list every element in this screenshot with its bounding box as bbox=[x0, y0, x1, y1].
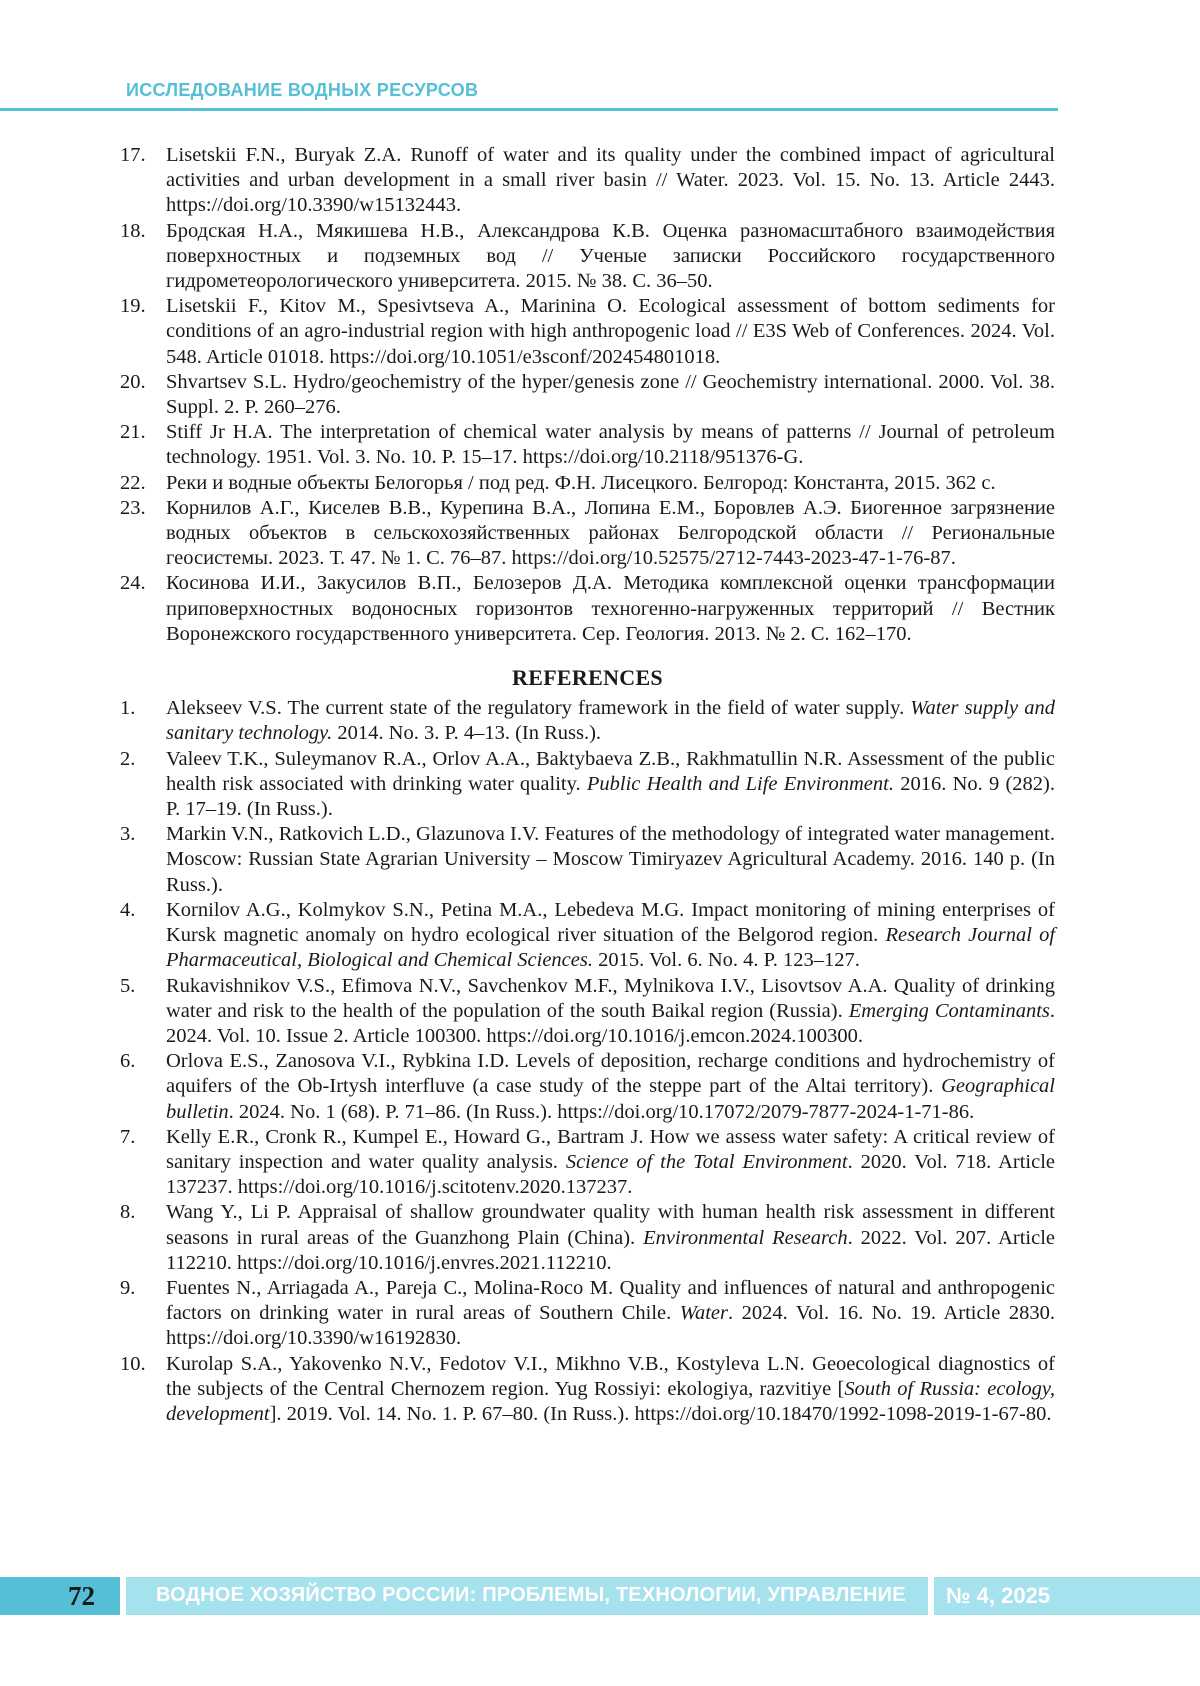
reference-number: 1. bbox=[120, 697, 136, 720]
header-rule bbox=[0, 108, 1058, 111]
reference-item bbox=[120, 696, 1055, 746]
reference-tail: . 2020. Vol. 718. Article 137237. https://doi.org/10.1016/j.scitotenv.2020.137237. bbox=[166, 1150, 1055, 1199]
reference-text: Косинова И.И., Закусилов В.П., Белозеров Д.А. Методика комплексной оценки трансформации приповерхностных водоносных горизонтов техногенно-нагруженных территорий // Вестник Воронежского государственного университета. Сер. Геология. 2013. № 2. С. 162–170. bbox=[166, 572, 1055, 645]
reference-text: Kornilov A.G., Kolmykov S.N., Petina M.A., Lebedeva M.G. Impact monitoring of mining enterprises of Kursk magnetic anomaly on hydro ecological river situation of the Belgorod region. bbox=[166, 898, 1055, 947]
running-title: ИССЛЕДОВАНИЕ ВОДНЫХ РЕСУРСОВ bbox=[126, 80, 479, 100]
reference-text: Wang Y., Li P. Appraisal of shallow groundwater quality with human health risk assessment in different seasons in rural areas of the Guanzhong Plain (China). bbox=[166, 1201, 1055, 1249]
reference-number: 6. bbox=[120, 1050, 136, 1073]
reference-item bbox=[120, 370, 1055, 420]
reference-item bbox=[120, 420, 1055, 470]
reference-item bbox=[120, 471, 1055, 496]
reference-item bbox=[120, 1125, 1055, 1201]
reference-number: 4. bbox=[120, 898, 136, 921]
reference-text: Markin V.N., Ratkovich L.D., Glazunova I.V. Features of the methodology of integrated water management. Moscow: Russian State Agrarian University – Moscow Timiryazev Agricultural Academy. 2016. 140 p. (In Russ.). bbox=[166, 823, 1055, 896]
reference-tail: . 2024. Vol. 16. No. 19. Article 2830. https://doi.org/10.3390/w16192830. bbox=[166, 1302, 1055, 1350]
reference-number: 21. bbox=[120, 421, 146, 444]
reference-journal: South of Russia: ecology, development bbox=[166, 1377, 1055, 1425]
reference-number: 17. bbox=[120, 144, 146, 166]
reference-number: 5. bbox=[120, 974, 136, 997]
english-reference-list bbox=[120, 696, 1055, 1427]
reference-item bbox=[120, 1200, 1055, 1276]
page-number: 72 bbox=[68, 1581, 95, 1611]
reference-number: 3. bbox=[120, 823, 136, 846]
reference-text: Реки и водные объекты Белогорья / под ред. Ф.Н. Лисецкого. Белгород: Константа, 2015. 362 с. bbox=[166, 471, 996, 494]
reference-text: Alekseev V.S. The current state of the regulatory framework in the field of water supply. bbox=[166, 697, 911, 720]
reference-item bbox=[120, 974, 1055, 1050]
reference-journal: Public Health and Life Environment. bbox=[586, 772, 894, 795]
reference-text: Orlova E.S., Zanosova V.I., Rybkina I.D. Levels of deposition, recharge conditions and hydrochemistry of aquifers of the Ob-Irtysh interfluve (a case study of the steppe part of the Altai territory). bbox=[166, 1050, 1055, 1098]
issue-label: № 4, 2025 bbox=[946, 1583, 1051, 1608]
reference-tail: 2015. Vol. 6. No. 4. P. 123–127. bbox=[592, 949, 860, 972]
reference-number: 20. bbox=[120, 370, 146, 393]
reference-item bbox=[120, 143, 1055, 219]
reference-tail: 2014. No. 3. P. 4–13. (In Russ.). bbox=[332, 722, 602, 745]
reference-item bbox=[120, 898, 1055, 974]
reference-item bbox=[120, 294, 1055, 370]
reference-journal: Science of the Total Environment bbox=[565, 1150, 848, 1173]
reference-number: 23. bbox=[120, 496, 146, 519]
reference-number: 10. bbox=[120, 1352, 146, 1375]
reference-number: 19. bbox=[120, 295, 146, 318]
reference-tail: 2016. No. 9 (282). P. 17–19. (In Russ.). bbox=[166, 772, 1055, 821]
references-heading: REFERENCES bbox=[512, 665, 663, 691]
reference-journal: Environmental Research bbox=[643, 1226, 848, 1249]
reference-journal: Water supply and sanitary technology. bbox=[166, 697, 1055, 745]
reference-item bbox=[120, 1352, 1055, 1428]
reference-text: Kelly E.R., Cronk R., Kumpel E., Howard G., Bartram J. How we assess water safety: A critical review of sanitary inspection and water quality analysis. bbox=[166, 1125, 1055, 1173]
reference-item bbox=[120, 822, 1055, 898]
reference-tail: . 2022. Vol. 207. Article 112210. https://doi.org/10.1016/j.envres.2021.112210. bbox=[166, 1226, 1056, 1274]
page-footer bbox=[0, 1577, 1200, 1615]
reference-item bbox=[120, 571, 1055, 647]
reference-text: Lisetskii F.N., Buryak Z.A. Runoff of water and its quality under the combined impact of agricultural activities and urban development in a small river basin // Water. 2023. Vol. 15. No. 13. Article 2443. https://doi.org/10.3390/w15132443. bbox=[166, 144, 1055, 217]
reference-number: 22. bbox=[120, 471, 146, 494]
reference-text: Корнилов А.Г., Киселев В.В., Курепина В.А., Лопина Е.М., Боровлев А.Э. Биогенное загрязнение водных объектов в сельскохозяйственных районах Белгородской области // Региональные геосистемы. 2023. Т. 47. № 1. С. 76–87. https://doi.org/10.52575/2712-7443-2023-47-1-76-87. bbox=[166, 496, 1055, 570]
page-content bbox=[120, 143, 1055, 1427]
reference-journal: Emerging Contaminants bbox=[848, 999, 1050, 1022]
reference-text: Valeev T.K., Suleymanov R.A., Orlov A.A., Baktybaeva Z.B., Rakhmatullin N.R. Assessment of the public health risk associated with drinking water quality. bbox=[166, 747, 1055, 795]
reference-item bbox=[120, 1276, 1055, 1352]
reference-text: Stiff Jr H.A. The interpretation of chemical water analysis by means of patterns // Journal of petroleum technology. 1951. Vol. 3. No. 10. P. 15–17. https://doi.org/10.2118/951376-G. bbox=[166, 421, 1055, 469]
reference-number: 7. bbox=[120, 1125, 136, 1148]
reference-number: 9. bbox=[120, 1276, 136, 1299]
reference-number: 8. bbox=[120, 1201, 136, 1224]
russian-reference-list bbox=[120, 143, 1055, 647]
reference-item bbox=[120, 747, 1055, 823]
reference-journal: Research Journal of Pharmaceutical, Biological and Chemical Sciences. bbox=[166, 924, 1056, 972]
reference-journal: Water bbox=[679, 1302, 728, 1325]
reference-text: Kurolap S.A., Yakovenko N.V., Fedotov V.I., Mikhno V.B., Kostyleva L.N. Geoecological diagnostics of the subjects of the Central Chernozem region. Yug Rossiyi: ekologiya, razvitiye [ bbox=[166, 1352, 1055, 1400]
reference-number: 18. bbox=[120, 219, 146, 242]
reference-item bbox=[120, 496, 1055, 572]
reference-text: Shvartsev S.L. Hydro/geochemistry of the hyper/genesis zone // Geochemistry international. 2000. Vol. 38. Suppl. 2. P. 260–276. bbox=[166, 370, 1055, 419]
reference-text: Fuentes N., Arriagada A., Pareja C., Molina-Roco M. Quality and influences of natural and anthropogenic factors on drinking water in rural areas of Southern Chile. bbox=[166, 1276, 1055, 1325]
reference-text: Lisetskii F., Kitov M., Spesivtseva A., Marinina O. Ecological assessment of bottom sediments for conditions of an agro-industrial region with high anthropogenic load // E3S Web of Conferences. 2024. Vol. 548. Article 01018. https://doi.org/10.1051/e3sconf/202454801018. bbox=[166, 295, 1055, 368]
reference-journal: Geographical bulletin bbox=[166, 1075, 1055, 1123]
reference-tail: . 2024. No. 1 (68). P. 71–86. (In Russ.). https://doi.org/10.17072/2079-7877-2024-1-71-86. bbox=[228, 1100, 975, 1123]
reference-text: Rukavishnikov V.S., Efimova N.V., Savchenkov M.F., Mylnikova I.V., Lisovtsov A.A. Quality of drinking water and risk to the health of the population of the south Baikal region (Russia). bbox=[166, 974, 1055, 1022]
journal-title: ВОДНОЕ ХОЗЯЙСТВО РОССИИ: ПРОБЛЕМЫ, ТЕХНОЛОГИИ, УПРАВЛЕНИЕ bbox=[156, 1584, 906, 1606]
reference-item bbox=[120, 219, 1055, 295]
reference-number: 2. bbox=[120, 747, 136, 770]
reference-item bbox=[120, 1049, 1055, 1125]
reference-number: 24. bbox=[120, 572, 146, 595]
reference-tail: . 2024. Vol. 10. Issue 2. Article 100300. https://doi.org/10.1016/j.emcon.2024.100300. bbox=[166, 999, 1055, 1047]
page-number-box bbox=[0, 1577, 120, 1615]
reference-text: Бродская Н.А., Мякишева Н.В., Александрова К.В. Оценка разномасштабного взаимодействия поверхностных и подземных вод // Ученые записки Российского государственного гидрометеорологического университета. 2015. № 38. С. 36–50. bbox=[166, 219, 1055, 293]
reference-tail: ]. 2019. Vol. 14. No. 1. P. 67–80. (In Russ.). https://doi.org/10.18470/1992-1098-2019-1-67-80. bbox=[269, 1402, 1052, 1425]
